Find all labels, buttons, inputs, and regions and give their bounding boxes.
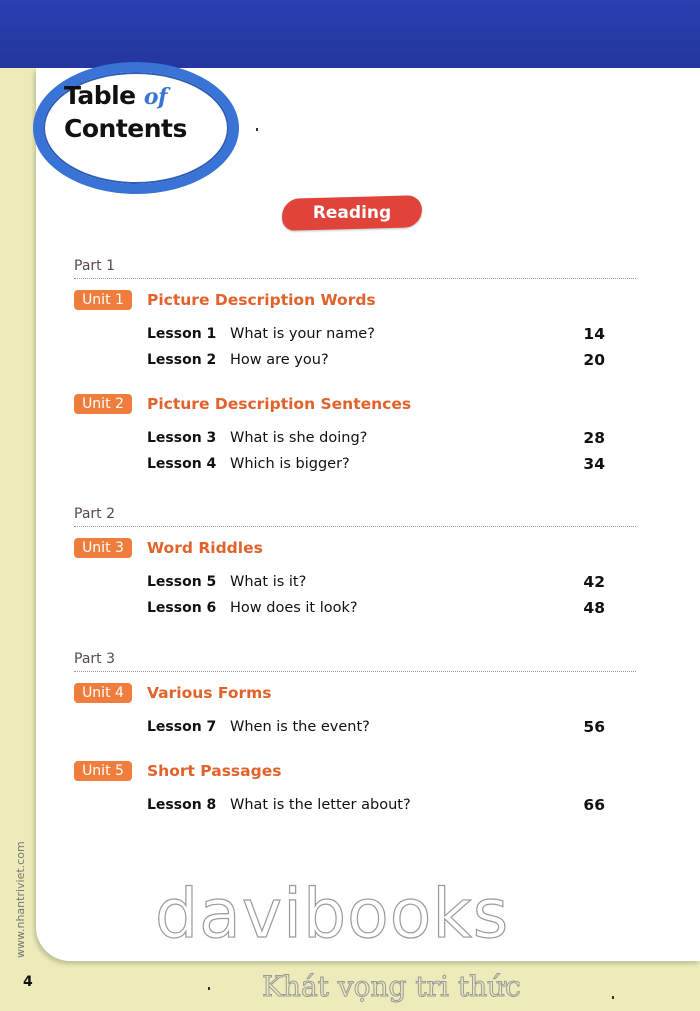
page-title: [64, 80, 214, 144]
lesson-number: Lesson 3: [147, 430, 217, 446]
lesson-page: 66: [583, 796, 605, 814]
lesson-number: Lesson 8: [147, 797, 217, 813]
lesson-number: Lesson 1: [147, 326, 217, 342]
lesson-page: 48: [583, 599, 605, 617]
lesson-page: 20: [583, 351, 605, 369]
lesson-title: Which is bigger?: [230, 456, 350, 472]
title-of: of: [143, 84, 167, 110]
speck: [208, 987, 210, 990]
lesson-title: What is the letter about?: [230, 797, 411, 813]
lesson-number: Lesson 5: [147, 574, 217, 590]
watermark-brand: davibooks: [155, 875, 510, 954]
lesson-title: What is your name?: [230, 326, 375, 342]
unit-title: Short Passages: [147, 762, 282, 780]
lesson-page: 34: [583, 455, 605, 473]
unit-title: Picture Description Sentences: [147, 395, 412, 413]
part-heading: Part 2: [74, 506, 636, 527]
part-heading: Part 3: [74, 651, 636, 672]
lesson-title: What is she doing?: [230, 430, 368, 446]
lesson-title: How are you?: [230, 352, 329, 368]
top-color-band: [0, 0, 700, 68]
unit-title: Word Riddles: [147, 539, 263, 557]
unit-badge: Unit 2: [74, 394, 132, 414]
side-url: www.nhantriviet.com: [14, 841, 27, 958]
lesson-page: 14: [583, 325, 605, 343]
section-label: Reading: [312, 203, 392, 223]
page-number: 4: [23, 974, 33, 990]
lesson-page: 28: [583, 429, 605, 447]
lesson-number: Lesson 6: [147, 600, 217, 616]
unit-title: Picture Description Words: [147, 291, 376, 309]
title-line2: Contents: [64, 114, 187, 143]
lesson-title: When is the event?: [230, 719, 370, 735]
speck: [612, 996, 614, 999]
speck: [256, 128, 258, 131]
lesson-page: 42: [583, 573, 605, 591]
watermark-tagline: Khát vọng tri thức: [262, 970, 521, 1003]
lesson-number: Lesson 4: [147, 456, 217, 472]
unit-title: Various Forms: [147, 684, 272, 702]
lesson-number: Lesson 7: [147, 719, 217, 735]
lesson-page: 56: [583, 718, 605, 736]
lesson-number: Lesson 2: [147, 352, 217, 368]
unit-badge: Unit 1: [74, 290, 132, 310]
unit-badge: Unit 3: [74, 538, 132, 558]
part-heading: Part 1: [74, 258, 636, 279]
lesson-title: How does it look?: [230, 600, 358, 616]
unit-badge: Unit 5: [74, 761, 132, 781]
unit-badge: Unit 4: [74, 683, 132, 703]
title-line1: Table: [64, 81, 136, 110]
lesson-title: What is it?: [230, 574, 307, 590]
